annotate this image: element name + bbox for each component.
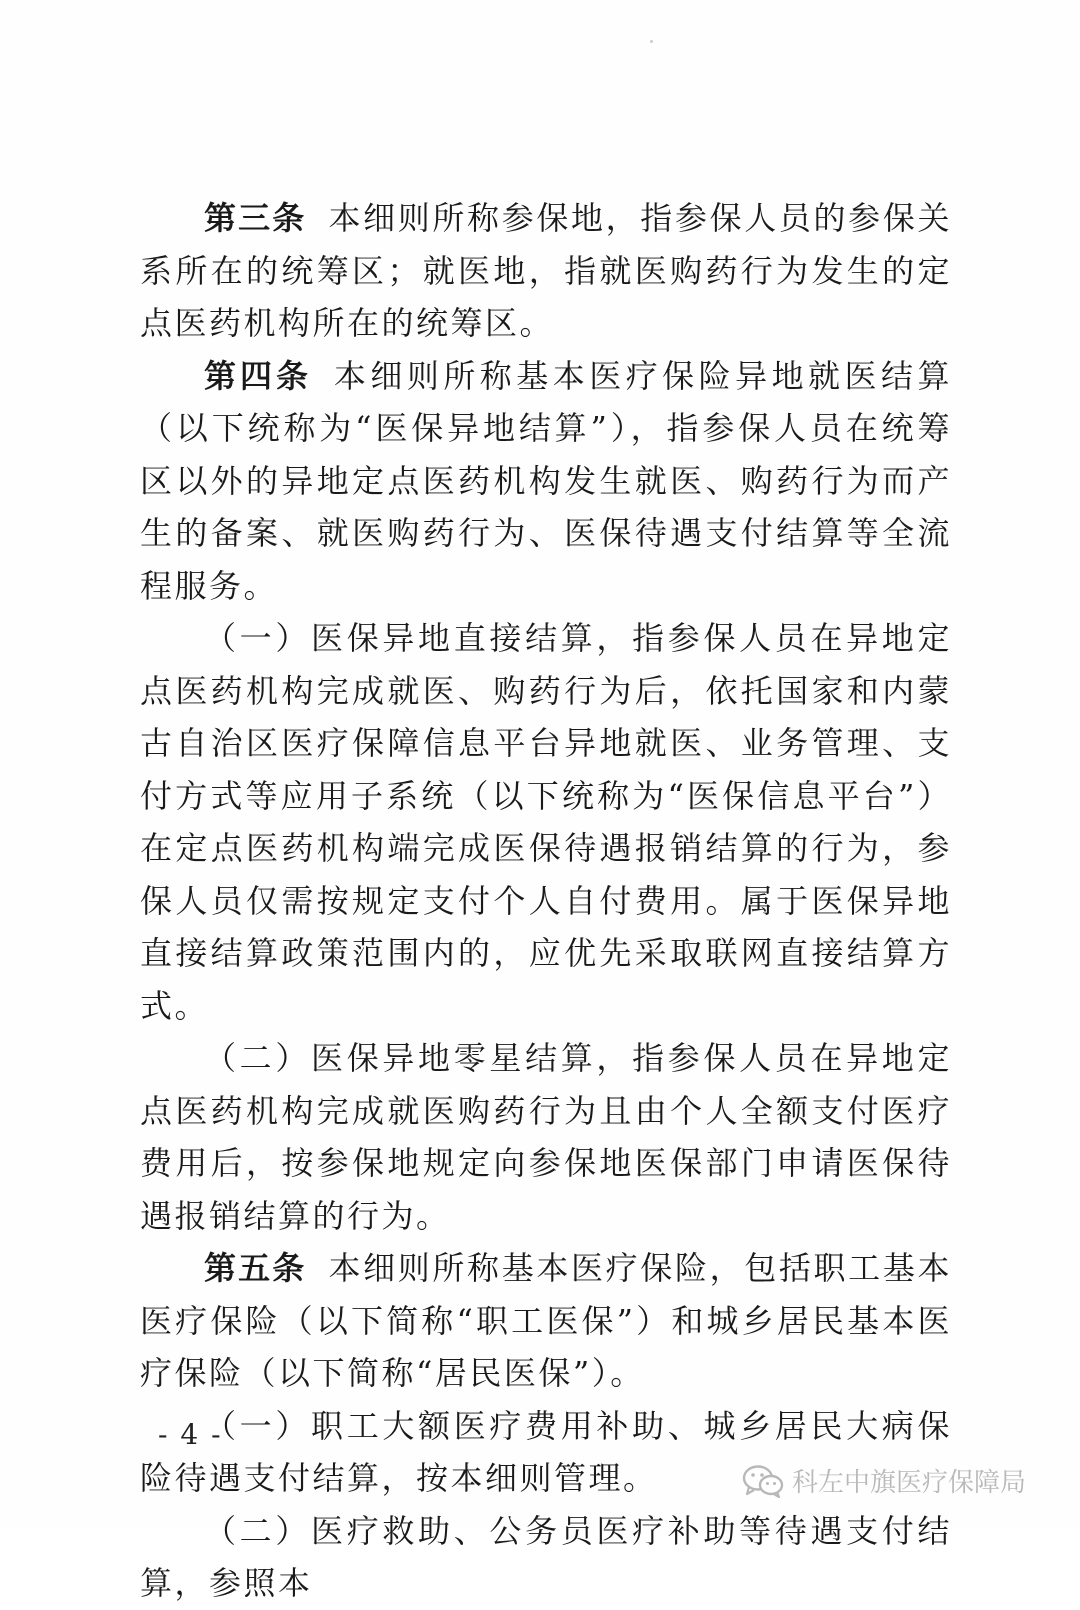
watermark-text: 科左中旗医疗保障局 — [792, 1468, 1027, 1498]
paragraph-text: （二）医疗救助、公务员医疗补助等待遇支付结算，参照本 — [140, 1511, 952, 1602]
article-heading: 第四条 — [204, 356, 312, 395]
paragraph-article-3 — [140, 192, 952, 350]
watermark — [742, 1462, 1026, 1499]
article-heading: 第五条 — [204, 1249, 307, 1287]
page-number: - 4 - — [158, 1418, 223, 1451]
wechat-icon — [742, 1464, 784, 1498]
paragraph-text: （一）医保异地直接结算，指参保人员在异地定点医药机构完成就医、购药行为后，依托国家和内蒙古自治区医疗保障信息平台异地就医、业务管理、支付方式等应用子系统（以下统称为“医保信息平台”）在定点医药机构端完成医保待遇报销结算的行为，参保人员仅需按规定支付个人自付费用。属于医保异地直接结算政策范围内的，应优先采取联网直接结算方式。 — [140, 619, 952, 1025]
paragraph-text: 本细则所称基本医疗保险异地就医结算（以下统称为“医保异地结算”），指参保人员在统筹区以外的异地定点医药机构发生就医、购药行为而产生的备案、就医购药行为、医保待遇支付结算等全流程服务。 — [140, 356, 952, 605]
paragraph-text: （二）医保异地零星结算，指参保人员在异地定点医药机构完成就医购药行为且由个人全额支付医疗费用后，按参保地规定向参保地医保部门申请医保待遇报销结算的行为。 — [140, 1039, 952, 1235]
paragraph-article-5 — [140, 1242, 952, 1400]
paragraph-item-medical-aid — [140, 1505, 952, 1610]
paragraph-text: 本细则所称基本医疗保险，包括职工基本医疗保险（以下简称“职工医保”）和城乡居民基本医疗保险（以下简称“居民医保”）。 — [140, 1249, 952, 1392]
paragraph-article-4 — [140, 350, 952, 613]
document-body — [140, 192, 952, 1610]
article-heading: 第三条 — [204, 199, 307, 237]
paragraph-text: （一）职工大额医疗费用补助、城乡居民大病保险待遇支付结算，按本细则管理。 — [140, 1406, 952, 1497]
scan-speck — [650, 40, 653, 43]
paragraph-text: 本细则所称参保地，指参保人员的参保关系所在的统筹区；就医地，指就医购药行为发生的定点医药机构所在的统筹区。 — [140, 199, 952, 342]
paragraph-item-sporadic-settlement — [140, 1032, 952, 1242]
paragraph-item-direct-settlement — [140, 612, 952, 1032]
